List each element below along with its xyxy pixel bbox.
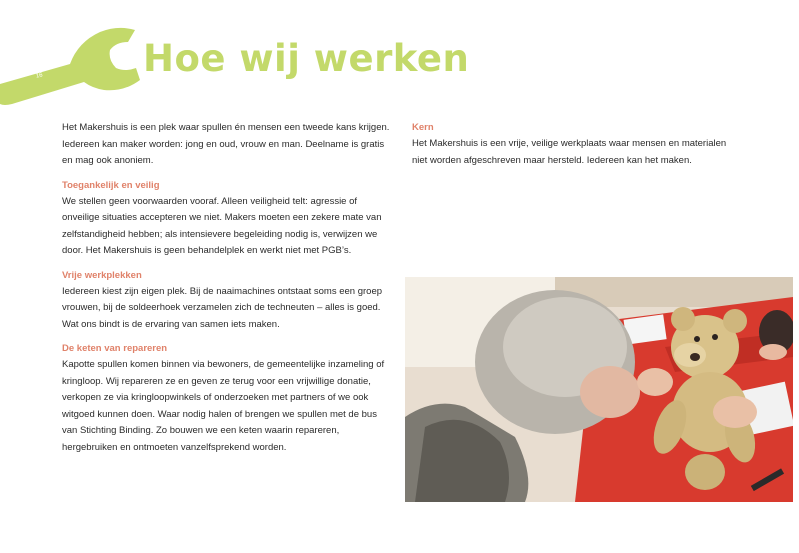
right-column [412,120,742,177]
section-heading-keten: De keten van repareren [62,343,168,354]
section-heading-werkplekken: Vrije werkplekken [62,269,142,281]
kern-text: Het Makershuis is een vrije, veilige werkplaats waar mensen en materialen niet worden afgeschreven maar hersteld. Iedereen kan het maken. [412,138,727,166]
section-text-keten: Kapotte spullen komen binnen via bewoners, de gemeentelijke inzameling of kringloop. Wij repareren ze en geven ze terug voor een vrijwillige donatie, verkopen ze via kringloopwinkels of onderzoeken met partners of we ook witgoed kunnen doen. Waar nodig halen of brengen we spullen met de bus van Stichting Binding. Zo bouwen we een keten waarin repareren, hergebruiken en ontmoeten vanzelfsprekend worden. [62,359,385,453]
teddy-bear-repair-photo [405,277,793,502]
kern-heading: Kern [412,122,434,133]
page-number: 16 [35,72,44,80]
section-heading-toegankelijk: Toegankelijk en veilig [62,179,160,191]
section-text-werkplekken: Iedereen kiest zijn eigen plek. Bij de naaimachines ontstaat soms een groep vrouwen, bij de soldeerhoek verzamelen zich de techneuten – alles is goed. Wat ons bindt is de ervaring van samen iets maken. [62,285,383,330]
section-text-toegankelijk: We stellen geen voorwaarden vooraf. Alleen veiligheid telt: agressie of onveilige situaties accepteren we niet. Makers moeten een zekere mate van zelfstandigheid hebben; als intensievere begeleiding nodig is, verwijzen we door. Het Makershuis is geen behandelplek en werkt niet met PGB’s. [62,195,382,256]
intro-paragraph: Het Makershuis is een plek waar spullen én mensen een tweede kans krijgen. Iedereen kan maker worden: jong en oud, vrouw en man. Deelname is gratis en mag ook anoniem. [62,122,390,166]
wrench-icon [0,22,140,112]
page-title: Hoe wij werken [143,37,470,80]
left-column [62,120,392,464]
